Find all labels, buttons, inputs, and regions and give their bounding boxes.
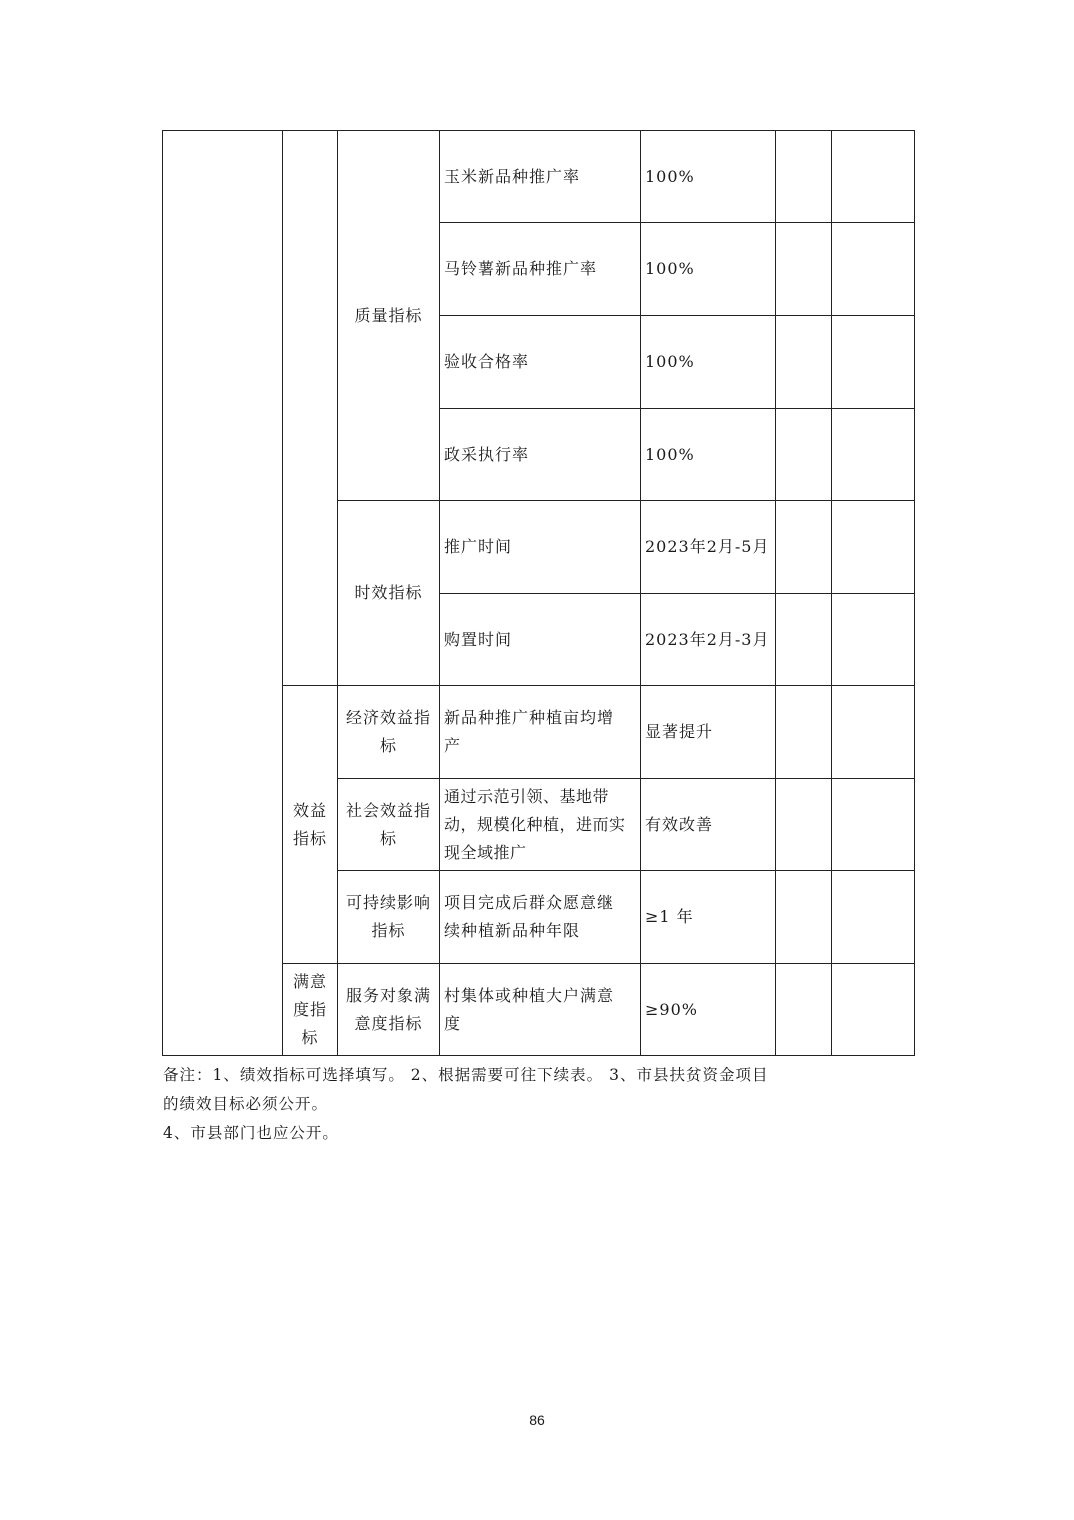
blank-output-cell xyxy=(283,131,338,686)
blank-cell xyxy=(776,871,832,964)
note-line: 的绩效目标必须公开。 xyxy=(163,1095,329,1113)
note-line: 备注：1、绩效指标可选择填写。 2、根据需要可往下续表。 3、市县扶贫资金项目 xyxy=(163,1066,769,1084)
value-cell: 显著提升 xyxy=(641,686,776,779)
blank-cell xyxy=(832,594,915,686)
blank-cell xyxy=(832,131,915,223)
satisfaction-category-cell: 满意 度指 标 xyxy=(283,964,338,1056)
indicator-cell: 项目完成后群众愿意继 续种植新品种年限 xyxy=(440,871,641,964)
blank-cell xyxy=(776,686,832,779)
blank-cell xyxy=(776,316,832,409)
indicator-cell: 政采执行率 xyxy=(440,409,641,501)
quality-category-cell: 质量指标 xyxy=(338,131,440,501)
note-line: 4、市县部门也应公开。 xyxy=(163,1124,339,1142)
blank-cell xyxy=(832,409,915,501)
sub-category-cell: 服务对象满 意度指标 xyxy=(338,964,440,1056)
blank-cell xyxy=(832,501,915,594)
indicator-cell: 购置时间 xyxy=(440,594,641,686)
blank-cell xyxy=(832,223,915,316)
table-notes xyxy=(163,1061,768,1148)
blank-cell xyxy=(832,686,915,779)
blank-cell xyxy=(776,964,832,1056)
value-cell: 2023年2月-5月 xyxy=(641,501,776,594)
blank-cell xyxy=(776,409,832,501)
performance-indicator-table xyxy=(162,130,915,1056)
blank-cell xyxy=(776,223,832,316)
indicator-cell: 验收合格率 xyxy=(440,316,641,409)
benefit-category-cell: 效益 指标 xyxy=(283,686,338,964)
value-cell: 100% xyxy=(641,316,776,409)
blank-cell xyxy=(832,779,915,871)
blank-first-level-cell xyxy=(163,131,283,1056)
value-cell: 100% xyxy=(641,131,776,223)
value-cell: ≥1 年 xyxy=(641,871,776,964)
page-number: 86 xyxy=(529,1412,545,1428)
blank-cell xyxy=(832,964,915,1056)
indicator-cell: 马铃薯新品种推广率 xyxy=(440,223,641,316)
value-cell: 100% xyxy=(641,409,776,501)
value-cell: 100% xyxy=(641,223,776,316)
value-cell: 2023年2月-3月 xyxy=(641,594,776,686)
blank-cell xyxy=(776,779,832,871)
indicator-cell: 玉米新品种推广率 xyxy=(440,131,641,223)
blank-cell xyxy=(776,594,832,686)
indicator-cell: 通过示范引领、基地带 动，规模化种植，进而实 现全域推广 xyxy=(440,779,641,871)
value-cell: 有效改善 xyxy=(641,779,776,871)
blank-cell xyxy=(776,131,832,223)
blank-cell xyxy=(832,871,915,964)
sub-category-cell: 可持续影响 指标 xyxy=(338,871,440,964)
blank-cell xyxy=(776,501,832,594)
table-row xyxy=(163,131,915,223)
indicator-cell: 村集体或种植大户满意 度 xyxy=(440,964,641,1056)
indicator-cell: 推广时间 xyxy=(440,501,641,594)
sub-category-cell: 经济效益指 标 xyxy=(338,686,440,779)
value-cell: ≥90% xyxy=(641,964,776,1056)
sub-category-cell: 社会效益指 标 xyxy=(338,779,440,871)
indicator-cell: 新品种推广种植亩均增 产 xyxy=(440,686,641,779)
timeliness-category-cell: 时效指标 xyxy=(338,501,440,686)
blank-cell xyxy=(832,316,915,409)
